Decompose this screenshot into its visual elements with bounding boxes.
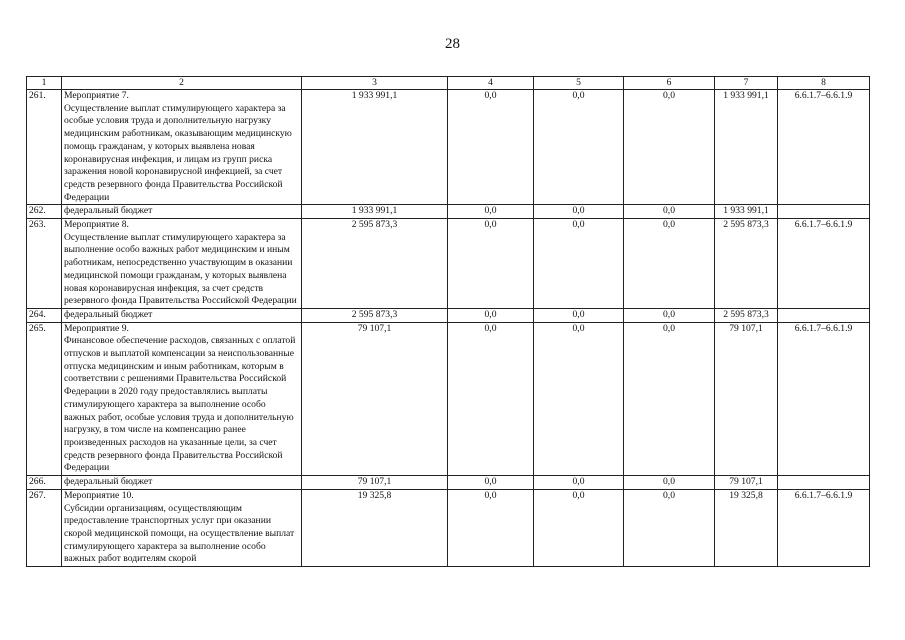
col4-value: 0,0 bbox=[448, 308, 534, 322]
row-number: 261. bbox=[27, 90, 62, 205]
col8-value bbox=[778, 308, 870, 322]
col3-value: 2 595 873,3 bbox=[302, 308, 448, 322]
row-title: Мероприятие 8. bbox=[64, 219, 129, 231]
col8-value bbox=[778, 205, 870, 219]
col7-value: 19 325,8 bbox=[715, 489, 778, 566]
row-title: Мероприятие 9. bbox=[64, 322, 129, 334]
row-detail: Финансовое обеспечение расходов, связанных с оплатой отпусков и выплатой компенсации за неиспользованные отпуска медицинским и иным работникам, которым в соответствии с решениями Правительства Российской Федерации в 2020 году предоставлялись выплаты стимулирующего характера за выполнение особо важных работ, особые условия труда и дополнительную нагрузку, в том числе на компенсацию ранее произведенных расходов на указанные цели, за счет средств резервного фонда Правительства Российской Федерации bbox=[64, 335, 296, 474]
row-description bbox=[62, 308, 302, 322]
col7-value: 1 933 991,1 bbox=[715, 90, 778, 205]
col7-value: 2 595 873,3 bbox=[715, 219, 778, 309]
col3-value: 2 595 873,3 bbox=[302, 219, 448, 309]
col5-value: 0,0 bbox=[534, 489, 624, 566]
row-number: 265. bbox=[27, 322, 62, 475]
page-number: 28 bbox=[445, 36, 460, 52]
column-header-5: 5 bbox=[534, 77, 624, 90]
col4-value: 0,0 bbox=[448, 322, 534, 475]
col4-value: 0,0 bbox=[448, 205, 534, 219]
row-description bbox=[62, 219, 302, 309]
col8-value: 6.6.1.7–6.6.1.9 bbox=[778, 489, 870, 566]
row-title: федеральный бюджет bbox=[64, 205, 153, 217]
col3-value: 1 933 991,1 bbox=[302, 205, 448, 219]
col6-value: 0,0 bbox=[624, 219, 715, 309]
col6-value: 0,0 bbox=[624, 205, 715, 219]
row-title: Мероприятие 10. bbox=[64, 489, 134, 501]
col5-value: 0,0 bbox=[534, 322, 624, 475]
col7-value: 2 595 873,3 bbox=[715, 308, 778, 322]
row-title: федеральный бюджет bbox=[64, 308, 153, 320]
col6-value: 0,0 bbox=[624, 489, 715, 566]
row-title: Мероприятие 7. bbox=[64, 90, 129, 101]
col3-value: 1 933 991,1 bbox=[302, 90, 448, 205]
row-description bbox=[62, 205, 302, 219]
col7-value: 79 107,1 bbox=[715, 476, 778, 490]
row-description bbox=[62, 322, 302, 475]
column-header-4: 4 bbox=[448, 77, 534, 90]
row-number: 266. bbox=[27, 476, 62, 490]
col6-value: 0,0 bbox=[624, 322, 715, 475]
row-number: 263. bbox=[27, 219, 62, 309]
budget-table bbox=[26, 76, 870, 567]
table-row bbox=[27, 219, 870, 309]
col5-value: 0,0 bbox=[534, 476, 624, 490]
table-row bbox=[27, 476, 870, 490]
col8-value bbox=[778, 476, 870, 490]
col3-value: 79 107,1 bbox=[302, 476, 448, 490]
row-detail: Осуществление выплат стимулирующего характера за выполнение особо важных работ медицинским и иным работникам, непосредственно участвующим в оказании медицинской помощи гражданам, у которых выявлена новая коронавирусная инфекция, за счет средств резервного фонда Правительства Российской Федерации bbox=[64, 231, 297, 307]
col4-value: 0,0 bbox=[448, 489, 534, 566]
row-detail: Осуществление выплат стимулирующего характера за особые условия труда и дополнительную нагрузку медицинским работникам, оказывающим медицинскую помощь гражданам, у которых выявлена новая коронавирусная инфекция, и лицам из групп риска заражения новой коронавирусной инфекцией, за счет средств резервного фонда Правительства Российской Федерации bbox=[64, 102, 292, 203]
col4-value: 0,0 bbox=[448, 219, 534, 309]
row-detail: Субсидии организациям, осуществляющим предоставление транспортных услуг при оказании скорой медицинской помощи, на осуществление выплат стимулирующего характера за выполнение особо важных работ водителям скорой bbox=[64, 502, 295, 565]
table-row bbox=[27, 205, 870, 219]
col5-value: 0,0 bbox=[534, 308, 624, 322]
row-title: федеральный бюджет bbox=[64, 476, 153, 488]
col6-value: 0,0 bbox=[624, 90, 715, 205]
table-row bbox=[27, 489, 870, 566]
col7-value: 79 107,1 bbox=[715, 322, 778, 475]
col4-value: 0,0 bbox=[448, 90, 534, 205]
column-header-3: 3 bbox=[302, 77, 448, 90]
col8-value: 6.6.1.7–6.6.1.9 bbox=[778, 322, 870, 475]
column-header-7: 7 bbox=[715, 77, 778, 90]
row-number: 264. bbox=[27, 308, 62, 322]
row-description bbox=[62, 476, 302, 490]
column-header-2: 2 bbox=[62, 77, 302, 90]
col3-value: 19 325,8 bbox=[302, 489, 448, 566]
column-header-1: 1 bbox=[27, 77, 62, 90]
col5-value: 0,0 bbox=[534, 219, 624, 309]
column-header-6: 6 bbox=[624, 77, 715, 90]
col6-value: 0,0 bbox=[624, 476, 715, 490]
table-row bbox=[27, 90, 870, 205]
column-header-8: 8 bbox=[778, 77, 870, 90]
col8-value: 6.6.1.7–6.6.1.9 bbox=[778, 219, 870, 309]
row-number: 262. bbox=[27, 205, 62, 219]
col7-value: 1 933 991,1 bbox=[715, 205, 778, 219]
col6-value: 0,0 bbox=[624, 308, 715, 322]
row-description bbox=[62, 90, 302, 205]
row-description bbox=[62, 489, 302, 566]
col5-value: 0,0 bbox=[534, 90, 624, 205]
col3-value: 79 107,1 bbox=[302, 322, 448, 475]
col4-value: 0,0 bbox=[448, 476, 534, 490]
header-row bbox=[27, 77, 870, 90]
table-row bbox=[27, 322, 870, 475]
table-row bbox=[27, 308, 870, 322]
col8-value: 6.6.1.7–6.6.1.9 bbox=[778, 90, 870, 205]
col5-value: 0,0 bbox=[534, 205, 624, 219]
row-number: 267. bbox=[27, 489, 62, 566]
